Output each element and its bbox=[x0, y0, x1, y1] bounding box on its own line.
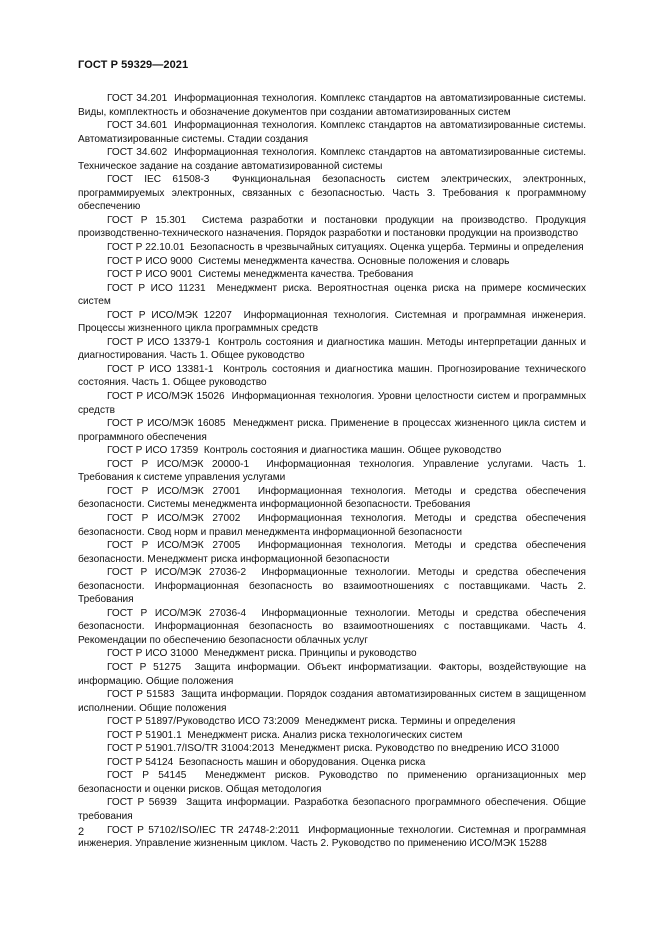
reference-title: Менеджмент риска. Руководство по внедрению ИСО 31000 bbox=[279, 743, 560, 755]
reference-entry bbox=[78, 729, 586, 743]
reference-code: ГОСТ Р ИСО/МЭК 27002 bbox=[107, 512, 241, 524]
reference-entry bbox=[78, 309, 586, 336]
reference-code: ГОСТ Р 54124 bbox=[107, 756, 174, 768]
reference-title: Информационная технология. Методы и средства обеспечения безопасности. Системы менеджмента информационной безопасности. Требования bbox=[78, 485, 587, 511]
reference-entry bbox=[78, 742, 586, 756]
reference-title: Информационные технологии. Методы и средства обеспечения безопасности. Информационная безопасность во взаимоотношениях с поставщиками. Часть 2. Требования bbox=[78, 567, 586, 606]
reference-entry bbox=[78, 92, 586, 119]
reference-title: Системы менеджмента качества. Требования bbox=[198, 269, 414, 281]
reference-title: Функциональная безопасность систем электрических, электронных, программируемых электронных, связанных с безопасностью. Часть 3. Требования к программному обеспечению bbox=[78, 174, 586, 213]
reference-code: ГОСТ 34.601 bbox=[107, 120, 168, 132]
reference-title: Информационные технологии. Системная и программная инженерия. Управление жизненным циклом. Часть 2. Руководство по применению ИСО/МЭК 15288 bbox=[78, 824, 586, 850]
reference-code: ГОСТ Р ИСО 9000 bbox=[107, 255, 193, 267]
reference-entry bbox=[78, 824, 586, 851]
reference-entry bbox=[78, 756, 586, 770]
reference-entry bbox=[78, 539, 586, 566]
reference-title: Менеджмент риска. Термины и определения bbox=[304, 716, 516, 728]
reference-code: ГОСТ Р 51901.7/ISO/TR 31004:2013 bbox=[107, 743, 275, 755]
reference-title: Информационная технология. Комплекс стандартов на автоматизированные системы. Автоматизированные системы. Стадии создания bbox=[78, 120, 587, 145]
reference-entry bbox=[78, 796, 586, 823]
reference-code: ГОСТ Р ИСО 13381-1 bbox=[107, 363, 214, 375]
reference-title: Информационные технологии. Методы и средства обеспечения безопасности. Информационная безопасность во взаимоотношениях с поставщиками. Часть 4. Рекомендации по обеспечению безопасности облачных услуг bbox=[78, 607, 586, 646]
reference-entry bbox=[78, 119, 586, 146]
reference-title: Информационная технология. Комплекс стандартов на автоматизированные системы. Техническое задание на создание автоматизированной системы bbox=[78, 147, 587, 172]
reference-code: ГОСТ Р ИСО/МЭК 20000-1 bbox=[107, 458, 250, 470]
reference-entry bbox=[78, 715, 586, 729]
reference-entry bbox=[78, 214, 586, 241]
reference-code: ГОСТ 34.201 bbox=[107, 93, 168, 104]
reference-entry bbox=[78, 444, 586, 458]
reference-entry bbox=[78, 512, 586, 539]
reference-code: ГОСТ Р ИСО 31000 bbox=[107, 648, 199, 660]
reference-entry bbox=[78, 607, 586, 648]
reference-code: ГОСТ Р 54145 bbox=[107, 770, 187, 782]
reference-code: ГОСТ Р ИСО 9001 bbox=[107, 269, 193, 281]
reference-title: Контроль состояния и диагностика машин. Методы интерпретации данных и диагностирования. Часть 1. Общее руководство bbox=[78, 336, 587, 362]
reference-title: Менеджмент риска. Анализ риска технологических систем bbox=[187, 729, 463, 741]
reference-title: Защита информации. Порядок создания автоматизированных систем в защищенном исполнении. Общие положения bbox=[78, 689, 587, 714]
reference-code: ГОСТ Р ИСО 11231 bbox=[107, 282, 206, 294]
reference-title: Системы менеджмента качества. Основные положения и словарь bbox=[198, 255, 510, 267]
reference-entry bbox=[78, 769, 586, 796]
standard-id: ГОСТ Р 59329—2021 bbox=[78, 59, 189, 71]
reference-entry bbox=[78, 363, 586, 390]
reference-code: ГОСТ Р 57102/ISO/IEC TR 24748-2:2011 bbox=[107, 824, 300, 836]
reference-code: ГОСТ IEC 61508-3 bbox=[107, 174, 210, 186]
reference-title: Контроль состояния и диагностика машин. Общее руководство bbox=[203, 445, 502, 457]
reference-code: ГОСТ Р ИСО/МЭК 16085 bbox=[107, 418, 226, 430]
reference-code: ГОСТ Р ИСО/МЭК 12207 bbox=[107, 309, 232, 321]
reference-code: ГОСТ Р ИСО/МЭК 27036-4 bbox=[107, 607, 247, 619]
reference-entry bbox=[78, 173, 586, 214]
reference-entry bbox=[78, 255, 586, 269]
reference-code: ГОСТ Р ИСО 13379-1 bbox=[107, 336, 211, 348]
reference-title: Менеджмент риска. Применение в процессах жизненного цикла систем и программного обеспечения bbox=[78, 418, 586, 443]
reference-entry bbox=[78, 282, 586, 309]
reference-title: Защита информации. Объект информатизации. Факторы, воздействующие на информацию. Общие положения bbox=[78, 661, 586, 687]
reference-title: Информационная технология. Методы и средства обеспечения безопасности. Свод норм и правил менеджмента информационной безопасности bbox=[78, 512, 587, 538]
reference-title: Безопасность в чрезвычайных ситуациях. Оценка ущерба. Термины и определения bbox=[190, 242, 584, 254]
reference-title: Безопасность машин и оборудования. Оценка риска bbox=[178, 756, 426, 768]
reference-title: Информационная технология. Системная и программная инженерия. Процессы жизненного цикла программных средств bbox=[78, 309, 587, 335]
reference-code: ГОСТ Р ИСО/МЭК 15026 bbox=[107, 391, 225, 403]
reference-title: Информационная технология. Методы и средства обеспечения безопасности. Менеджмент риска информационной безопасности bbox=[78, 540, 587, 565]
reference-entry bbox=[78, 268, 586, 282]
reference-title: Система разработки и постановки продукции на производство. Продукция производственно-технического назначения. Порядок разработки и постановки продукции на производство bbox=[78, 214, 586, 240]
reference-code: ГОСТ Р 15.301 bbox=[107, 214, 187, 226]
reference-title: Менеджмент рисков. Руководство по применению организационных мер безопасности и оценки рисков. Общая методология bbox=[78, 770, 586, 795]
reference-code: ГОСТ Р ИСО/МЭК 27036-2 bbox=[107, 567, 247, 579]
reference-title: Менеджмент риска. Принципы и руководство bbox=[203, 648, 417, 660]
reference-code: ГОСТ Р 51901.1 bbox=[107, 729, 182, 741]
reference-entry bbox=[78, 661, 586, 688]
reference-code: ГОСТ Р ИСО/МЭК 27001 bbox=[107, 485, 241, 497]
reference-entry bbox=[78, 566, 586, 607]
reference-code: ГОСТ 34.602 bbox=[107, 147, 168, 159]
reference-entry bbox=[78, 688, 586, 715]
reference-title: Контроль состояния и диагностика машин. Прогнозирование технического состояния. Часть 1. Общее руководство bbox=[78, 363, 587, 389]
reference-entry bbox=[78, 241, 586, 255]
reference-code: ГОСТ Р ИСО/МЭК 27005 bbox=[107, 540, 241, 552]
reference-entry bbox=[78, 485, 586, 512]
reference-entry bbox=[78, 458, 586, 485]
reference-code: ГОСТ Р 51583 bbox=[107, 689, 175, 701]
reference-title: Информационная технология. Уровни целостности систем и программных средств bbox=[78, 391, 587, 416]
reference-title: Менеджмент риска. Вероятностная оценка риска на примере космических систем bbox=[78, 282, 586, 308]
normative-references-list bbox=[78, 92, 586, 851]
reference-entry bbox=[78, 417, 586, 444]
document-header bbox=[78, 59, 188, 71]
reference-code: ГОСТ Р 51275 bbox=[107, 661, 182, 673]
reference-code: ГОСТ Р 22.10.01 bbox=[107, 242, 185, 254]
reference-title: Информационная технология. Управление услугами. Часть 1. Требования к системе управления услугами bbox=[78, 458, 586, 484]
reference-code: ГОСТ Р 51897/Руководство ИСО 73:2009 bbox=[107, 716, 300, 728]
reference-title: Защита информации. Разработка безопасного программного обеспечения. Общие требования bbox=[78, 797, 587, 822]
reference-entry bbox=[78, 390, 586, 417]
reference-code: ГОСТ Р 56939 bbox=[107, 797, 177, 809]
reference-entry bbox=[78, 647, 586, 661]
reference-entry bbox=[78, 146, 586, 173]
reference-code: ГОСТ Р ИСО 17359 bbox=[107, 445, 199, 457]
reference-entry bbox=[78, 336, 586, 363]
reference-title: Информационная технология. Комплекс стандартов на автоматизированные системы. Виды, комплектность и обозначение документов при создании автоматизированных систем bbox=[78, 93, 587, 118]
page-number: 2 bbox=[78, 826, 85, 838]
